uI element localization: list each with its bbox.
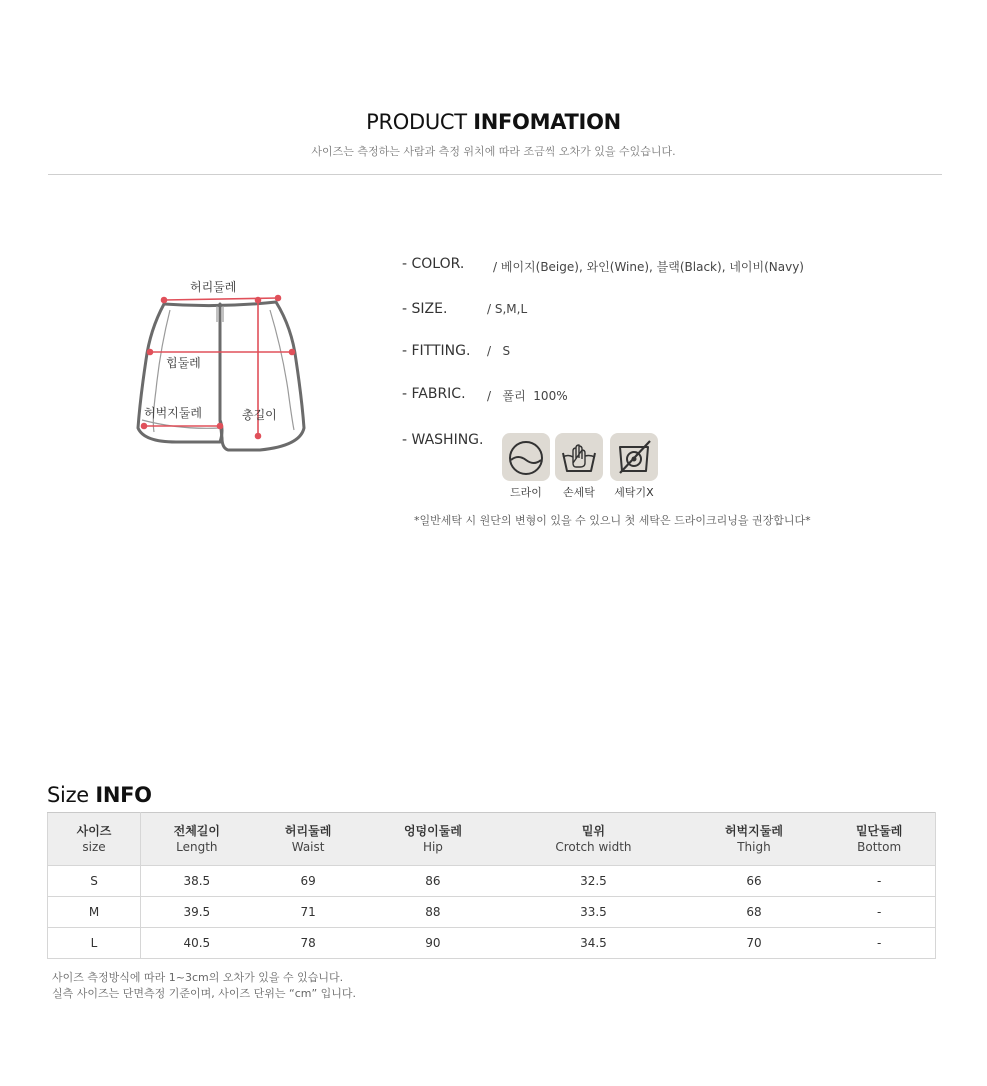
- dry-clean-icon: [502, 433, 550, 481]
- size-value: / S,M,L: [487, 302, 528, 316]
- table-cell: M: [48, 897, 141, 928]
- size-table-header: [48, 813, 936, 866]
- dry-clean-label: 드라이: [510, 486, 542, 499]
- header-bottom: 밑단둘레 Bottom: [823, 813, 935, 866]
- table-cell: 39.5: [141, 897, 253, 928]
- washing-label: - WASHING.: [402, 432, 484, 448]
- table-cell: 78: [253, 928, 364, 959]
- size-info-title: [47, 783, 152, 807]
- header-waist: 허리둘레 Waist: [253, 813, 364, 866]
- page-title-bold: INFOMATION: [473, 110, 621, 134]
- fabric-value: / 폴리 100%: [487, 389, 568, 403]
- length-label: 총길이: [242, 408, 277, 422]
- size-note-1: 사이즈 측정방식에 따라 1~3cm의 오차가 있을 수 있습니다.: [52, 971, 344, 984]
- table-cell: 69: [253, 866, 364, 897]
- header-hip: 엉덩이둘레 Hip: [364, 813, 503, 866]
- table-row: [48, 866, 936, 897]
- size-note-2: 실측 사이즈는 단면측정 기준이며, 사이즈 단위는 “cm” 입니다.: [52, 987, 357, 1000]
- waist-label: 허리둘레: [190, 280, 237, 294]
- hand-wash-icon: [555, 433, 603, 481]
- table-cell: 32.5: [502, 866, 684, 897]
- fitting-label: - FITTING.: [402, 343, 471, 359]
- table-cell: S: [48, 866, 141, 897]
- table-cell: -: [823, 866, 935, 897]
- color-value: / 베이지(Beige), 와인(Wine), 블랙(Black), 네이비(Navy): [493, 260, 804, 274]
- washing-note: *일반세탁 시 원단의 변형이 있을 수 있으니 첫 세탁은 드라이크리닝을 권장합니다*: [414, 514, 811, 527]
- table-row: [48, 928, 936, 959]
- table-cell: 33.5: [502, 897, 684, 928]
- color-label: - COLOR.: [402, 256, 465, 272]
- header-length: 전체길이 Length: [141, 813, 253, 866]
- hip-label: 힙둘레: [166, 356, 201, 370]
- size-label: - SIZE.: [402, 301, 448, 317]
- table-cell: 71: [253, 897, 364, 928]
- divider: [48, 174, 942, 175]
- shorts-outline-icon: [120, 270, 320, 470]
- header-crotch: 밑위 Crotch width: [502, 813, 684, 866]
- no-machine-wash-icon: [610, 433, 658, 481]
- no-machine-wash-label: 세탁기X: [614, 486, 654, 499]
- size-table: [47, 812, 936, 959]
- page-title-light: PRODUCT: [366, 110, 467, 134]
- header-size: 사이즈 size: [48, 813, 141, 866]
- header-thigh: 허벅지둘레 Thigh: [685, 813, 824, 866]
- thigh-label: 허벅지둘레: [144, 406, 202, 420]
- table-cell: 86: [364, 866, 503, 897]
- table-row: [48, 897, 936, 928]
- shorts-diagram: [120, 270, 320, 470]
- page-title: [0, 110, 987, 134]
- table-cell: L: [48, 928, 141, 959]
- size-info-title-bold: INFO: [95, 783, 152, 807]
- page-subtitle: 사이즈는 측정하는 사람과 측정 위치에 따라 조금씩 오차가 있을 수있습니다.: [311, 145, 676, 158]
- table-cell: 68: [685, 897, 824, 928]
- fitting-value: / S: [487, 344, 511, 358]
- table-cell: 70: [685, 928, 824, 959]
- fabric-label: - FABRIC.: [402, 386, 466, 402]
- table-cell: -: [823, 897, 935, 928]
- table-cell: 40.5: [141, 928, 253, 959]
- size-info-title-light: Size: [47, 783, 89, 807]
- table-cell: 90: [364, 928, 503, 959]
- table-cell: 88: [364, 897, 503, 928]
- table-cell: -: [823, 928, 935, 959]
- table-cell: 38.5: [141, 866, 253, 897]
- table-cell: 66: [685, 866, 824, 897]
- hand-wash-label: 손세탁: [563, 486, 595, 499]
- table-cell: 34.5: [502, 928, 684, 959]
